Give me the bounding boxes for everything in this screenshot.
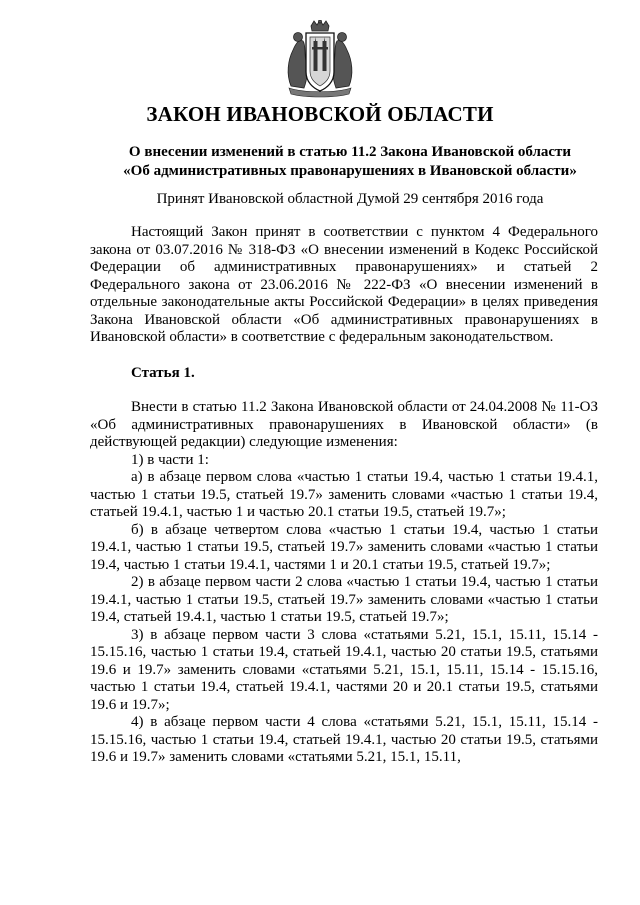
list-item: 3) в абзаце первом части 3 слова «статьями 5.21, 15.1, 15.11, 15.14 - 15.15.16, частью 1 статьи 19.4, статьей 19.4.1, частью 20 статьи 19.5, статьями 19.6 и 19.7» заменить словами «статьями 5.21, 15.1, 15.11, 15.14 - 15.15.16, частью 1 статьи 19.4, статьей 19.4.1, частями 20 и 20.1 статьи 19.5, статьями 19.6 и 19.7»;: [90, 626, 598, 713]
law-body: [90, 224, 598, 767]
article-intro-paragraph: Внести в статью 11.2 Закона Ивановской области от 24.04.2008 № 11-ОЗ «Об административных правонарушениях в Ивановской области» (в действующей редакции) следующие изменения:: [90, 399, 598, 450]
list-item: 4) в абзаце первом части 4 слова «статьями 5.21, 15.1, 15.11, 15.14 - 15.15.16, частью 1 статьи 19.4, статьей 19.4.1, частью 20 статьи 19.5, статьями 19.6 и 19.7» заменить словами «статьями 5.21, 15.1, 15.11,: [90, 714, 598, 765]
list-item: 1) в части 1:: [131, 451, 209, 468]
law-subtitle: [90, 143, 610, 181]
preamble-paragraph: Настоящий Закон принят в соответствии с пунктом 4 Федерального закона от 03.07.2016 № 318-ФЗ «О внесении изменений в Кодекс Российской Федерации об административных правонарушениях» и статьей 2 Федерального закона от 23.06.2016 № 222-ФЗ «О внесении изменений в отдельные законодательные акты Российской Федерации» в целях приведения Закона Ивановской области «Об административных правонарушениях в Ивановской области» в соответствие с федеральным законодательством.: [90, 224, 598, 345]
subtitle-line: «Об административных правонарушениях в Ивановской области»: [123, 163, 577, 179]
list-item: 2) в абзаце первом части 2 слова «частью 1 статьи 19.4, частью 1 статьи 19.4.1, частью 1 статьи 19.5, статьей 19.7» заменить словами «частью 1 статьи 19.4, статьей 19.4.1, частью 1 статьи 19.5, статьей 19.7»;: [90, 574, 598, 625]
article-heading: Статья 1.: [131, 364, 195, 381]
coat-of-arms-icon: [284, 20, 356, 98]
subtitle-line: О внесении изменений в статью 11.2 Закона Ивановской области: [128, 144, 572, 160]
list-item: б) в абзаце четвертом слова «частью 1 статьи 19.4, частью 1 статьи 19.4.1, частью 1 статьи 19.5, статьей 19.7» заменить словами «частью 1 статьи 19.4, частью 1 статьи 19.4.1, частями 1 и 20.1 статьи 19.5, статьей 19.7»;: [90, 521, 598, 573]
law-title: ЗАКОН ИВАНОВСКОЙ ОБЛАСТИ: [146, 102, 494, 126]
adoption-note: Принят Ивановской областной Думой 29 сентября 2016 года: [156, 191, 544, 207]
list-item: а) в абзаце первом слова «частью 1 статьи 19.4, частью 1 статьи 19.4.1, частью 1 статьи 19.5, статьей 19.7» заменить словами «частью 1 статьи 19.4, статьей 19.4.1, частью 1 и частью 20.1 статьи 19.5, статьей 19.7»;: [90, 469, 598, 520]
